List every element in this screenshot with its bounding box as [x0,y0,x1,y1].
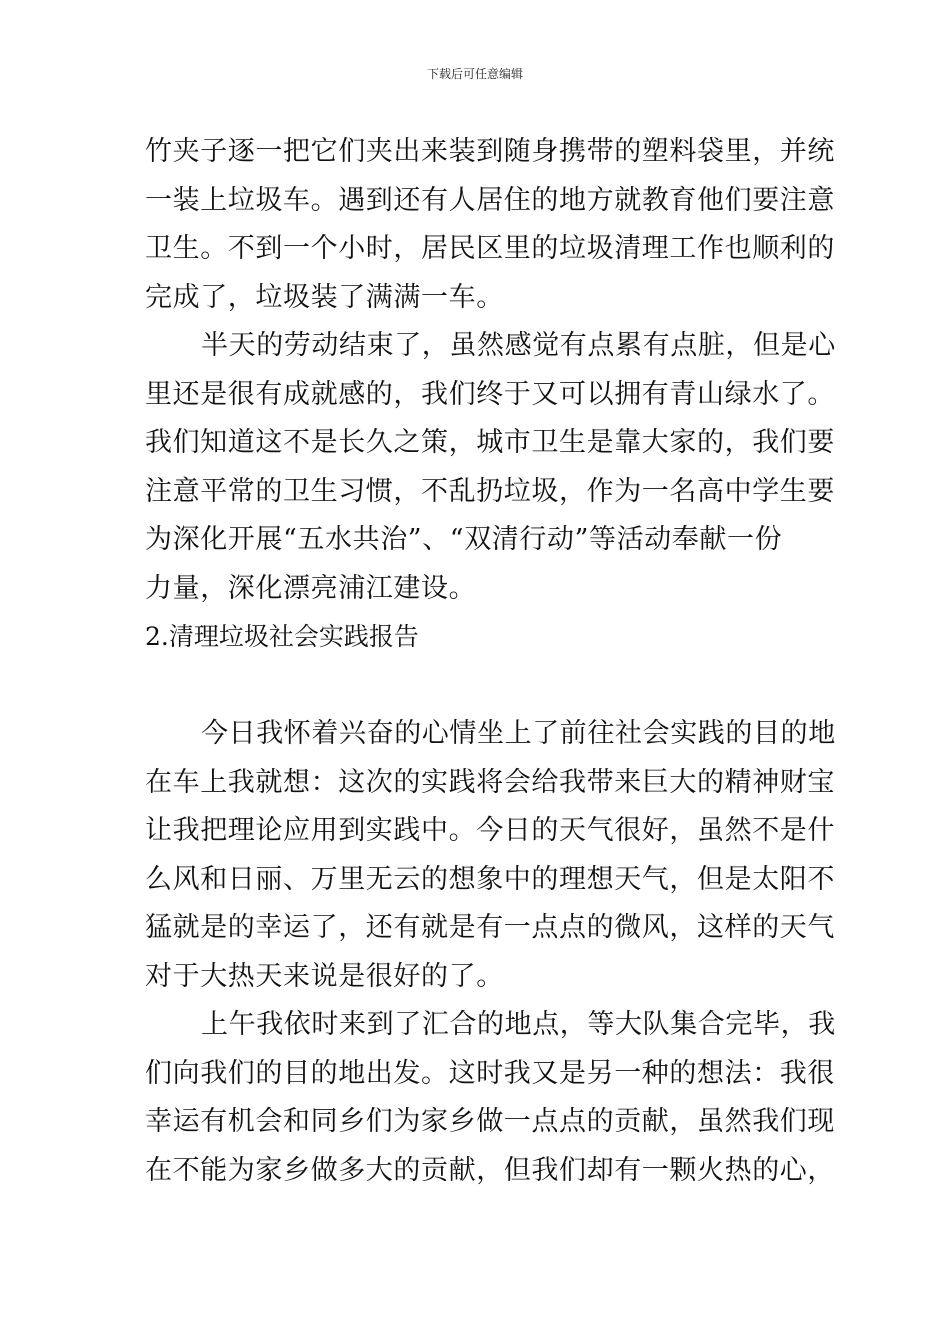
text-line: 幸运有机会和同乡们为家乡做一点点的贡献，虽然我们现 [145,1106,835,1137]
blank-line [145,662,810,711]
text-line: 在不能为家乡做多大的贡献，但我们却有一颗火热的心， [145,1154,835,1186]
text-line: 在车上我就想：这次的实践将会给我带来巨大的精神财宝 [145,766,835,798]
paragraph [145,1001,836,1195]
text-line: 么风和日丽、万里无云的想象中的理想天气，但是太阳不 [145,863,835,895]
text-line: 对于大热天来说是很好的了。 [145,960,504,992]
page-header: 下载后可任意编辑 [426,67,523,81]
text-line: 我们知道这不是长久之策，城市卫生是靠大家的，我们要 [145,427,835,458]
text-line: 为深化开展“五水共治”、“双清行动”等活动奉献一份 [145,524,783,555]
text-line: 今日我怀着兴奋的心情坐上了前往社会实践的目的地 [201,718,836,749]
text-line: 里还是很有成就感的，我们终于又可以拥有青山绿水了。 [145,378,835,410]
text-line: 让我把理论应用到实践中。今日的天气很好，虽然不是什 [145,815,835,846]
text-line: 上午我依时来到了汇合的地点，等大队集合完毕，我 [201,1009,836,1040]
section-heading-text: 2.清理垃圾社会实践报告 [145,622,419,651]
text-line: 竹夹子逐一把它们夹出来装到随身携带的塑料袋里，并统 [145,136,835,167]
paragraph [145,128,835,322]
paragraph [145,322,836,613]
paragraph [145,710,836,1001]
text-line: 半天的劳动结束了，虽然感觉有点累有点脏，但是心 [201,330,836,361]
text-line: 注意平常的卫生习惯，不乱扔垃圾，作为一名高中学生要 [145,475,835,507]
text-line: 猛就是的幸运了，还有就是有一点点的微风，这样的天气 [145,912,835,943]
section-heading [145,613,810,662]
document-body [145,128,836,1195]
text-line: 们向我们的目的地出发。这时我又是另一种的想法：我很 [145,1057,835,1089]
text-line: 一装上垃圾车。遇到还有人居住的地方就教育他们要注意 [145,184,835,216]
text-line: 卫生。不到一个小时，居民区里的垃圾清理工作也顺利的 [145,233,835,264]
text-line: 完成了，垃圾装了满满一车。 [145,281,504,313]
text-line: 力量，深化漂亮浦江建设。 [145,572,477,604]
